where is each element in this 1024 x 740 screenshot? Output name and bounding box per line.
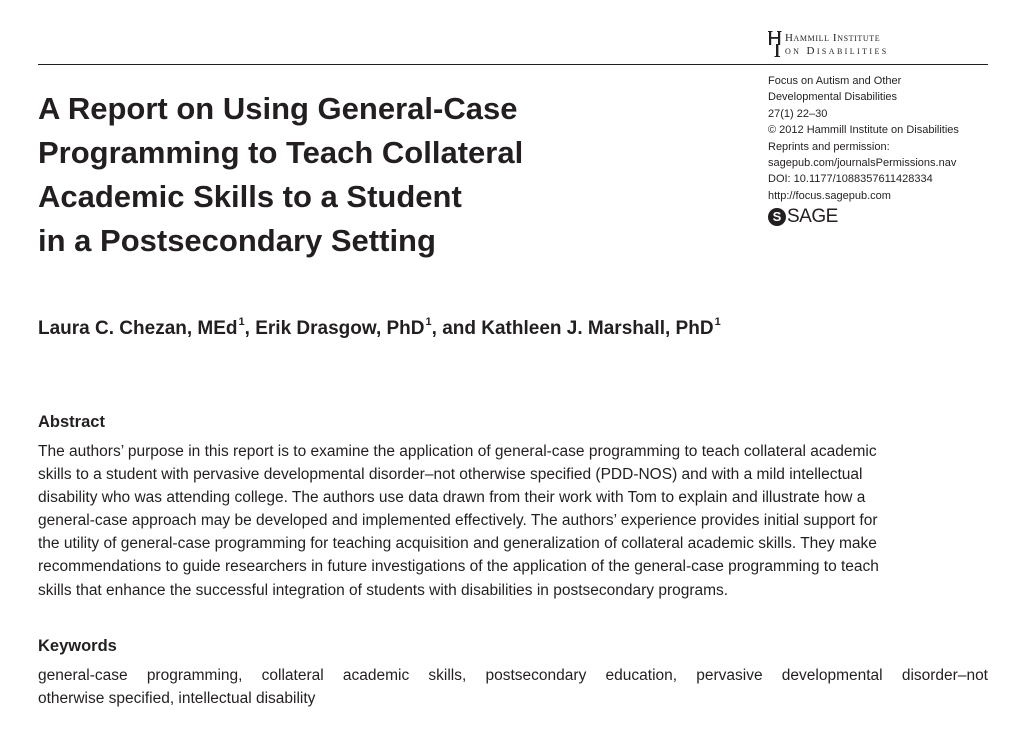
title-line: Academic Skills to a Student <box>38 179 462 214</box>
header-rule <box>38 64 988 65</box>
article-title <box>38 87 738 263</box>
abstract-line: skills to a student with pervasive developmental disorder–not otherwise specified (PDD-NOS) and with a mild intellectual <box>38 466 863 484</box>
keywords-body <box>38 664 988 710</box>
journal-url: http://focus.sagepub.com <box>768 189 891 202</box>
publisher-logo-line1: Hammill Institute <box>785 32 881 44</box>
author-name: Kathleen J. Marshall, PhD <box>481 318 714 339</box>
abstract-heading: Abstract <box>38 413 105 431</box>
abstract-line: disability who was attending college. The authors use data drawn from their work with Tom to explain and illustrate how a <box>38 489 866 507</box>
author-separator: , <box>244 318 256 339</box>
journal-info-line: Reprints and permission: <box>768 140 890 153</box>
author-name: Laura C. Chezan, MEd <box>38 318 238 339</box>
sage-logo <box>768 206 838 228</box>
keywords-line: otherwise specified, intellectual disability <box>38 690 316 708</box>
sage-badge-icon: S <box>768 208 786 226</box>
journal-info-line: 27(1) 22–30 <box>768 107 828 120</box>
author-affiliation-mark: 1 <box>238 316 245 328</box>
author-affiliation-mark: 1 <box>425 316 432 328</box>
abstract-line: skills that enhance the successful integration of students with disabilities in postsecondary programs. <box>38 581 729 599</box>
abstract-line: The authors’ purpose in this report is to examine the application of general-case programming to teach collateral academic <box>38 443 877 460</box>
abstract-body <box>38 440 988 602</box>
author-separator: , and <box>431 318 482 339</box>
abstract-line: general-case approach may be developed and implemented effectively. The authors’ experience provides initial support for <box>38 512 878 530</box>
journal-info-line: Developmental Disabilities <box>768 91 898 104</box>
author-name: Erik Drasgow, PhD <box>255 318 425 339</box>
hi-monogram-icon <box>768 30 786 58</box>
journal-info-line: sagepub.com/journalsPermissions.nav <box>768 157 957 170</box>
title-line: Programming to Teach Collateral <box>38 135 524 170</box>
journal-info-line: Focus on Autism and Other <box>768 75 902 87</box>
title-line: in a Postsecondary Setting <box>38 223 436 258</box>
author-list <box>38 318 721 340</box>
keywords-heading: Keywords <box>38 637 117 655</box>
publisher-logo-line2: on Disabilities <box>785 45 889 57</box>
title-line: A Report on Using General-Case <box>38 91 518 126</box>
sage-wordmark: SAGE <box>787 206 838 227</box>
journal-doi: DOI: 10.1177/1088357611428334 <box>768 173 933 186</box>
abstract-line: the utility of general-case programming for teaching acquisition and generalization of collateral academic skills. They make <box>38 535 877 553</box>
journal-info <box>768 73 998 204</box>
author-affiliation-mark: 1 <box>714 316 721 328</box>
keywords-line: general-case programming, collateral academic skills, postsecondary education, pervasive developmental disorder–not <box>38 667 988 684</box>
abstract-line: recommendations to guide researchers in future investigations of the application of the general-case programming to teach <box>38 558 879 576</box>
journal-info-line: © 2012 Hammill Institute on Disabilities <box>768 124 959 137</box>
